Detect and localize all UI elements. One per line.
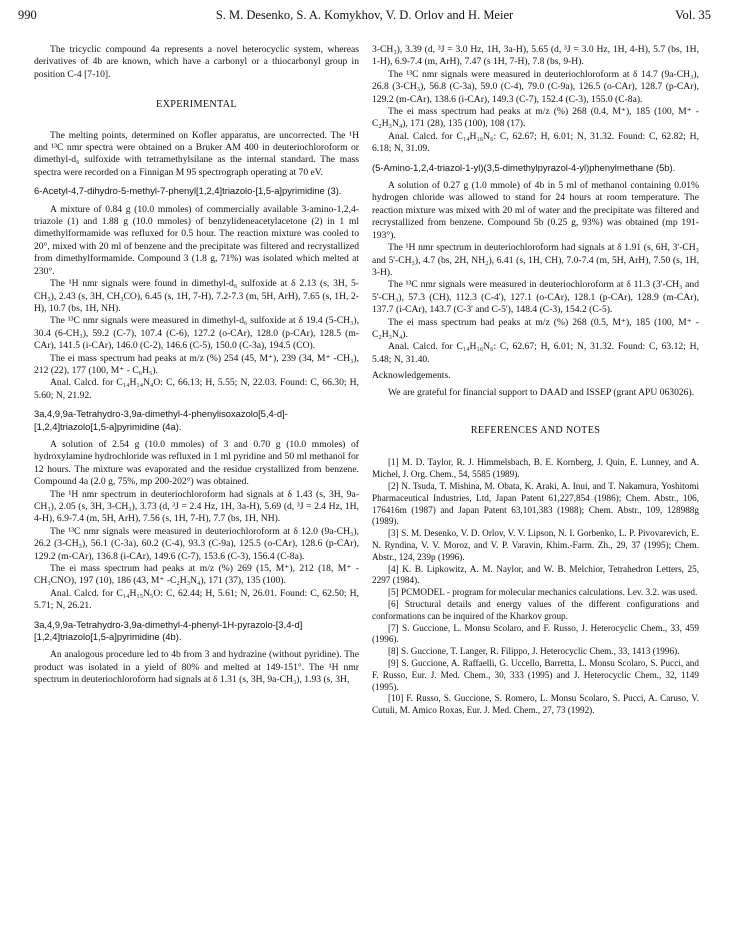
compound-3-13c-nmr: The ¹³C nmr signals were measured in dimethyl-d₆ sulfoxide at δ 19.4 (5-CH₃), 30.4 (6-CH₃), 59.2 (C-7), 107.4 (C-6), 127.2 (o-CAr), 128.0 (p-CAr), 128.5 (m-CAr), 141.5 (i-CAr), 146.0 (C-2), 146.6 (C-5), 150.0 (C-3a), 194.5 (CO). [34,315,359,352]
general-methods-paragraph: The melting points, determined on Kofler apparatus, are uncorrected. The ¹H and ¹³C nmr spectra were obtained on a Bruker AM 400 in deuteriochloroform or dimethyl-d₆ sulfoxide with tetramethylsilane as the internal standard. The mass spectra were recorded on a Finnigan M 95 spectrograph operating at 70 eV. [34,129,359,178]
compound-3-title: 6-Acetyl-4,7-dihydro-5-methyl-7-phenyl[1,2,4]triazolo-[1,5-a]pyrimidine (3). [34,185,342,197]
compound-5b-mass-spectrum: The ei mass spectrum had peaks at m/z (%) 268 (0.5, M⁺), 185 (100, M⁺ -C₂H₃N₄). [372,316,699,340]
reference-item: [6] Structural details and energy values of the different configurations and conformations can be inquired of the Kharkov group. [372,598,699,621]
reference-item: [7] S. Guccione, L. Monsu Scolaro, and F. Russo, J. Heterocyclic Chem., 33, 459 (1996). [372,622,699,645]
compound-4a-analysis: Anal. Calcd. for C₁₄H₁₅N₅O: C, 62.44; H, 5.61; N, 26.01. Found: C, 62.50; H, 5.71; N, 26.21. [34,587,359,612]
compound-3-1h-nmr: The ¹H nmr signals were found in dimethyl-d₆ sulfoxide at δ 2.13 (s, 3H, 5-CH₃), 2.43 (s, 3H, CH₃CO), 6.45 (s, 1H, 7-H), 7.2-7.3 (m, 5H, ArH), 7.65 (s, 1H, 2-H), 10.7 (bs, 1H, NH). [34,278,359,314]
reference-item: [3] S. M. Desenko, V. D. Orlov, V. V. Lipson, N. I. Gorbenko, L. P. Pivovarevich, E. N. Ryndina, V. V. Moroz, and V. P. Varavin, Khim.-Farm. Zh., 29, 37 (1995); Chem. Abstr., 124, 239p (1996). [372,528,699,562]
compound-4a-1h-nmr: The ¹H nmr spectrum in deuteriochloroform had signals at δ 1.43 (s, 3H, 9a-CH₃), 2.05 (s, 3H, 3-CH₃), 3.73 (d, ³J = 2.4 Hz, 1H, 3a-H), 5.69 (d, ³J = 2.4 Hz, 1H, 4-H), 6.9-7.4 (m, 5H, ArH), 7.56 (s, 1H, 7-H), 7.7 (bs, 1H, NH). [34,488,359,525]
running-header-authors: S. M. Desenko, S. A. Komykhov, V. D. Orlov and H. Meier [215,8,514,22]
volume-label: Vol. 35 [675,8,711,22]
compound-4a-procedure: A solution of 2.54 g (10.0 mmoles) of 3 and 0.70 g (10.0 mmoles) of hydroxylamine hydrochloride was refluxed in 1 ml pyridine and 50 ml methanol for 12 hours. The mixture was evaporated and the residue crystallized from benzene. Compound 4a (2.0 g, 75%, mp 200-202°) was obtained. [34,438,359,488]
left-column [34,44,359,687]
compound-5b-analysis: Anal. Calcd. for C₁₄H₁₆N₆: C, 62.67; H, 6.01; N, 31.32. Found: C, 63.12; H, 5.48; N, 31.40. [372,341,699,365]
reference-item: [1] M. D. Taylor, R. J. Himmelsbach, B. E. Kornberg, J. Quin, E. Lunney, and A. Michel, J. Org. Chem., 54, 5585 (1989). [372,457,699,480]
reference-item: [9] S. Guccione, A. Raffaelli, G. Uccello, Barretta, L. Monsu Scolaro, S. Pucci, and F. Russo, Eur. J. Med. Chem., 30, 333 (1995) and J. Heterocyclic Chem., 32, 1149 (1995). [372,657,699,692]
compound-3-mass-spectrum: The ei mass spectrum had peaks at m/z (%) 254 (45, M⁺), 239 (34, M⁺ -CH₃), 212 (22), 177 (100, M⁺ - C₆H₅). [34,352,359,376]
reference-item: [4] K. B. Lipkowitz, A. M. Naylor, and W. B. Melchior, Tetrahedron Letters, 25, 2297 (1984). [372,563,699,586]
acknowledgements-text: We are grateful for financial support to DAAD and ISSEP (grant APU 063026). [388,386,695,398]
references-heading: REFERENCES AND NOTES [470,424,601,436]
compound-5b-1h-nmr: The ¹H nmr spectrum in deuteriochloroform had signals at δ 1.91 (s, 6H, 3'-CH₃ and 5'-CH₃), 4.7 (bs, 2H, NH₂), 6.41 (s, 1H, CH), 7.0-7.4 (m, 5H, ArH), 7.50 (s, 1H, 3-H). [372,242,699,278]
reference-item: [2] N. Tsuda, T. Mishina, M. Obata, K. Araki, A. Inui, and T. Nakamura, Yoshitomi Pharmaceutical Industries, Ltd, Japan Patent 61,227,854 (1986); Chem. Abstr., 106, 176416m (1987) and Japan Patent 63,101,383 (1988); Chem. Abstr., 109, 128988g (1989). [372,480,699,527]
compound-4a-mass-spectrum: The ei mass spectrum had peaks at m/z (%) 269 (15, M⁺), 212 (18, M⁺ -CH₃CNO), 197 (10), 186 (43, M⁺ -C₂H₃N₄), 171 (37), 135 (100). [34,563,359,587]
references-list [372,457,699,717]
reference-item: [10] F. Russo, S. Guccione, S. Romero, L. Monsu Scolaro, S. Pucci, A. Caruso, V. Cutuli, M. Amico Roxas, Eur. J. Med. Chem., 27, 73 (1992). [372,693,699,716]
running-header [18,8,711,24]
compound-5b-13c-nmr: The ¹³C nmr signals were measured in deuteriochloroform at δ 11.3 (3'-CH₃ and 5'-CH₃), 57.3 (CH), 112.3 (C-4'), 127.1 (o-CAr), 128.1 (p-CAr), 128.9 (m-CAr), 137.7 (i-CAr), 143.7 (C-3' and C-5'), 148.4 (C-3), 154.2 (C-5). [372,279,699,316]
acknowledgements-heading: Acknowledgements. [372,370,451,382]
intro-paragraph: The tricyclic compound 4a represents a novel heterocyclic system, whereas derivatives of 4b are known, which have a carbonyl or a thiocarbonyl group in position C-4 [7-10]. [34,44,359,80]
compound-4b-analysis: Anal. Calcd. for C₁₄H₁₆N₆: C, 62.67; H, 6.01; N, 31.32. Found: C, 62.82; H, 6.18; N, 31.09. [372,130,699,155]
compound-4b-mass-spectrum: The ei mass spectrum had peaks at m/z (%) 268 (0.4, M⁺), 185 (100, M⁺ -C₂H₃N₄), 171 (28), 135 (100), 108 (17). [372,106,699,130]
experimental-heading: EXPERIMENTAL [156,99,237,111]
compound-4b-1h-nmr-continued: 3-CH₃), 3.39 (d, ³J = 3.0 Hz, 1H, 3a-H), 5.65 (d, ³J = 3.0 Hz, 1H, 4-H), 5.7 (bs, 1H, 1-H), 6.9-7.4 (m, ArH), 7.47 (s 1H, 7-H), 7.8 (bs, 9-H). [372,44,699,68]
compound-5b-procedure: A solution of 0.27 g (1.0 mmole) of 4b in 5 ml of methanol containing 0.01% hydrogen chloride was allowed to stand for 24 hours at room temperature. The reaction mixture was mixed with 20 ml of water and the precipitate was filtered and recrystallized from benzene. Compound 5b (0.25 g, 93%) was obtained (mp 191-193°). [372,180,699,241]
compound-5b-title: (5-Amino-1,2,4-triazol-1-yl)(3,5-dimethylpyrazol-4-yl)phenylmethane (5b). [372,161,676,173]
compound-3-analysis: Anal. Calcd. for C₁₄H₁₄N₄O: C, 66.13; H, 5.55; N, 22.03. Found: C, 66.30; H, 5.60; N, 21.92. [34,377,359,401]
page-number: 990 [18,8,37,22]
reference-item: [5] PCMODEL - program for molecular mechanics calculations. Lev. 3.2. was used. [388,587,698,598]
compound-4b-procedure: An analogous procedure led to 4b from 3 and hydrazine (without pyridine). The product was isolated in a yield of 80% and melted at 149-151°. The ¹H nmr spectrum in deuteriochloroform had signals at δ 1.31 (s, 3H, 9a-CH₃), 1.93 (s, 3H, [34,649,359,686]
compound-4b-title: 3a,4,9,9a-Tetrahydro-3,9a-dimethyl-4-phenyl-1H-pyrazolo-[3,4-d][1,2,4]triazolo[1,5-a]pyrimidine (4b). [34,618,303,643]
compound-3-procedure: A mixture of 0.84 g (10.0 mmoles) of commercially available 3-amino-1,2,4-triazole (1) and 1.88 g (10.0 mmoles) of benzylideneacetylacetone (2) in 1 ml dimethylformamide was refluxed for 0.5 hour. The reaction mixture was cooled to 20°, mixed with 20 ml of benzene and the precipitate was filtered and recrystallized from dimethylformamide. Compound 3 (1.8 g, 71%) was isolated which melted at 230°. [34,203,359,277]
compound-4a-title: 3a,4,9,9a-Tetrahydro-3,9a-dimethyl-4-phenylisoxazolo[5,4-d]-[1,2,4]triazolo[1,5-a]pyrimidine (4a). [34,408,288,432]
right-column [372,44,699,717]
compound-4a-13c-nmr: The ¹³C nmr signals were measured in deuteriochloroform at δ 12.0 (9a-CH₃), 26.2 (3-CH₃), 56.1 (C-3a), 60.2 (C-4), 93.3 (C-9a), 125.5 (o-CAr), 128.6 (p-CAr), 129.2 (m-CAr), 136.8 (i-CAr), 149.6 (C-7), 153.6 (C-3), 156.4 (C-8a). [34,525,359,562]
reference-item: [8] S. Guccione, T. Langer, R. Filippo, J. Heterocyclic Chem., 33, 1413 (1996). [388,646,680,657]
compound-4b-13c-nmr: The ¹³C nmr signals were measured in deuteriochloroform at δ 14.7 (9a-CH₃), 26.8 (3-CH₃), 56.8 (C-3a), 59.0 (C-4), 79.0 (C-9a), 126.5 (o-CAr), 128.7 (p-CAr), 129.2 (m-CAr), 138.6 (i-CAr), 149.3 (C-7), 152.4 (C-3), 155.0 (C-8a). [372,68,699,105]
